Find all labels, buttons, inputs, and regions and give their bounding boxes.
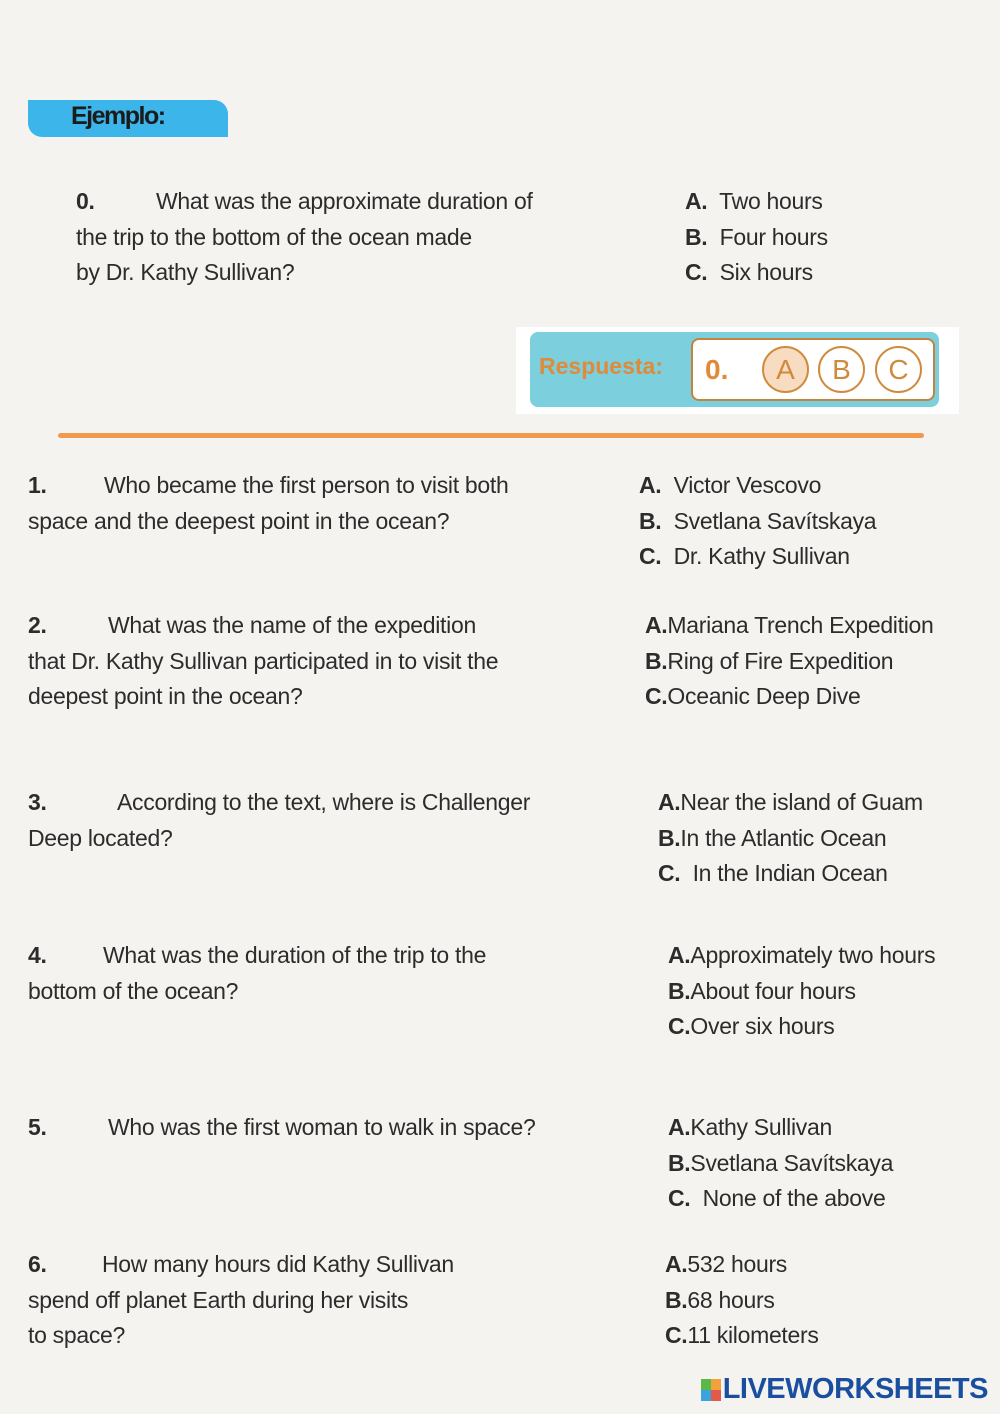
example-question-number: 0.	[76, 188, 95, 214]
option-a[interactable]: A.Near the island of Guam	[658, 789, 923, 815]
question-number: 2.	[28, 612, 47, 638]
option-c[interactable]: C. Dr. Kathy Sullivan	[639, 543, 850, 569]
question-line: spend off planet Earth during her visits	[28, 1286, 409, 1313]
question-2	[28, 608, 498, 715]
question-line: How many hours did Kathy Sullivan	[102, 1251, 454, 1277]
answer-choice-a: A	[762, 346, 809, 393]
question-line: the trip to the bottom of the ocean made	[76, 223, 472, 250]
question-number: 1.	[28, 472, 47, 498]
option-c[interactable]: C.Over six hours	[668, 1013, 835, 1039]
question-5	[28, 1110, 535, 1146]
option-a[interactable]: A.Approximately two hours	[668, 942, 936, 968]
question-line: Who was the first woman to walk in space?	[108, 1114, 536, 1140]
option-c[interactable]: C. None of the above	[668, 1185, 886, 1211]
example-answer-panel	[516, 327, 959, 414]
question-1	[28, 468, 508, 539]
option-c[interactable]: C.Oceanic Deep Dive	[645, 683, 861, 709]
question-line: According to the text, where is Challenger	[117, 789, 531, 815]
question-4	[28, 938, 486, 1009]
question-6-options	[665, 1247, 819, 1354]
answer-choice-c: C	[875, 346, 922, 393]
option-a[interactable]: A.Kathy Sullivan	[668, 1114, 832, 1140]
question-line: What was the approximate duration of	[156, 188, 533, 214]
question-line: Deep located?	[28, 824, 173, 851]
option-a[interactable]: A.Mariana Trench Expedition	[645, 612, 934, 638]
liveworksheets-logo-icon	[701, 1379, 721, 1401]
question-2-options	[645, 608, 934, 715]
answer-box	[530, 332, 939, 407]
example-question	[76, 184, 533, 291]
question-number: 6.	[28, 1251, 47, 1277]
example-tag-label: Ejemplo:	[71, 102, 165, 130]
question-3	[28, 785, 530, 856]
option-c[interactable]: C. In the Indian Ocean	[658, 860, 888, 886]
option-c[interactable]: C.11 kilometers	[665, 1322, 819, 1348]
option-a[interactable]: A. Victor Vescovo	[639, 472, 822, 498]
option-b[interactable]: B.68 hours	[665, 1286, 775, 1313]
question-number: 5.	[28, 1114, 47, 1140]
question-line: space and the deepest point in the ocean?	[28, 507, 450, 534]
option-b[interactable]: B.About four hours	[668, 977, 856, 1004]
option-b[interactable]: B.Svetlana Savítskaya	[668, 1149, 894, 1176]
option-b: B. Four hours	[685, 223, 828, 250]
option-b[interactable]: B.Ring of Fire Expedition	[645, 647, 894, 674]
answer-label: Respuesta:	[539, 353, 663, 379]
question-line: What was the duration of the trip to the	[103, 942, 487, 968]
option-b[interactable]: B. Svetlana Savítskaya	[639, 507, 877, 534]
answer-choice-b: B	[818, 346, 865, 393]
question-line: to space?	[28, 1322, 126, 1348]
question-1-options	[639, 468, 876, 575]
question-line: bottom of the ocean?	[28, 977, 239, 1004]
question-line: that Dr. Kathy Sullivan participated in to visit the	[28, 647, 499, 674]
question-line: Who became the first person to visit both	[104, 472, 509, 498]
question-3-options	[658, 785, 923, 892]
liveworksheets-logo	[701, 1373, 988, 1406]
question-6	[28, 1247, 454, 1354]
option-a: A. Two hours	[685, 188, 823, 214]
example-options	[685, 184, 828, 291]
question-line: deepest point in the ocean?	[28, 683, 303, 709]
question-number: 3.	[28, 789, 47, 815]
question-5-options	[668, 1110, 893, 1217]
logo-text: LIVEWORKSHEETS	[722, 1373, 988, 1405]
example-tag	[28, 100, 228, 137]
section-divider	[58, 433, 924, 438]
question-line: What was the name of the expedition	[108, 612, 476, 638]
option-b[interactable]: B.In the Atlantic Ocean	[658, 824, 887, 851]
question-line: by Dr. Kathy Sullivan?	[76, 259, 295, 285]
question-number: 4.	[28, 942, 47, 968]
question-4-options	[668, 938, 935, 1045]
option-a[interactable]: A.532 hours	[665, 1251, 788, 1277]
answer-number: 0.	[705, 354, 729, 385]
option-c: C. Six hours	[685, 259, 813, 285]
answer-choices	[691, 338, 935, 401]
